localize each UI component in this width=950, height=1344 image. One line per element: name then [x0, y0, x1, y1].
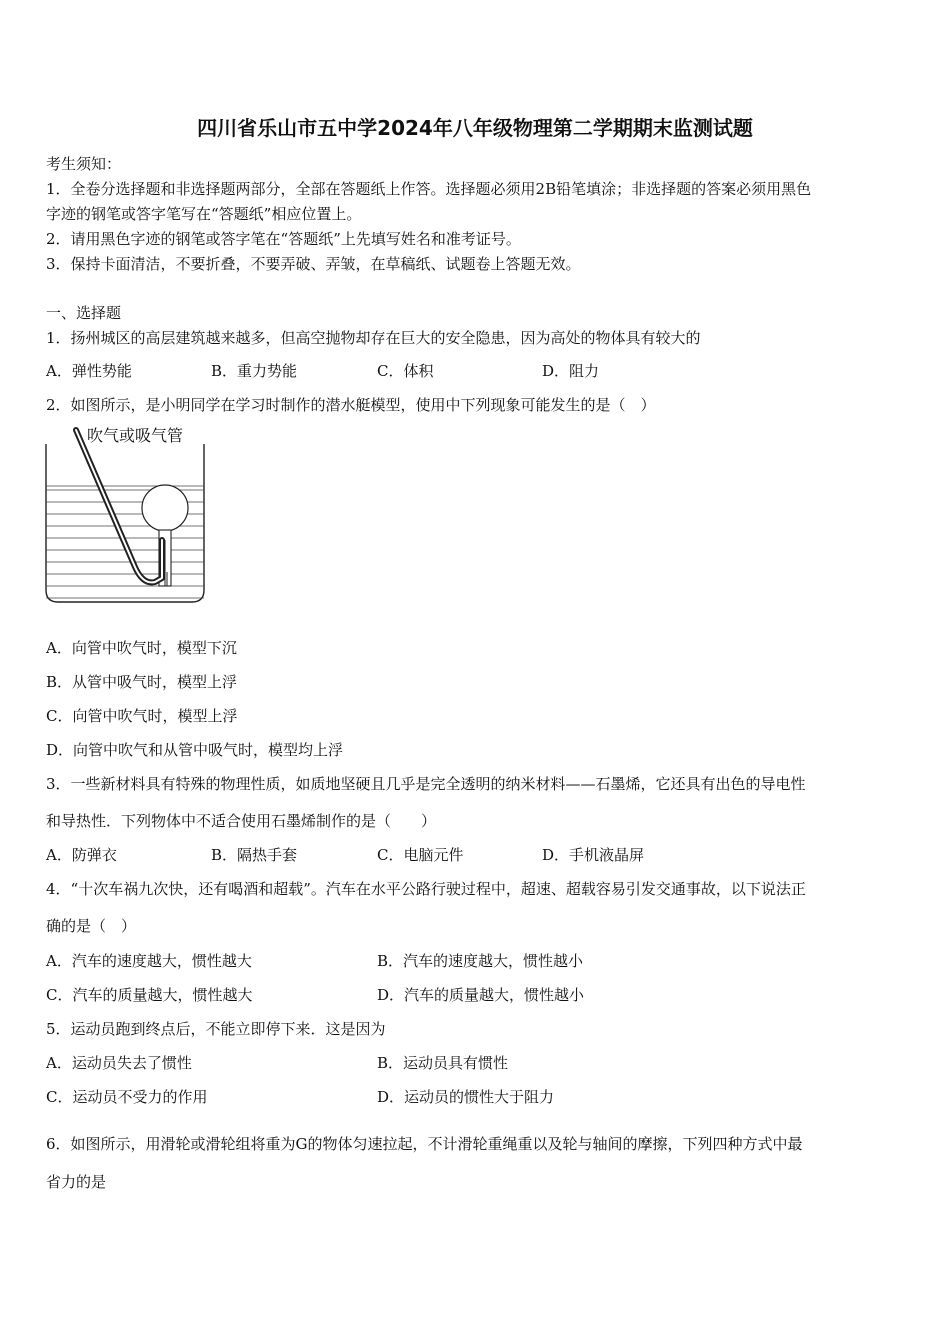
- q4-option-d: D．汽车的质量越大，惯性越小: [377, 986, 585, 1004]
- q5-option-b: B．运动员具有惯性: [377, 1054, 509, 1072]
- question-3-stem-line2: 和导热性．下列物体中不适合使用石墨烯制作的是（ ）: [46, 812, 437, 830]
- q3-option-d: D．手机液晶屏: [542, 846, 645, 864]
- q1-option-b: B．重力势能: [211, 362, 298, 380]
- q1-option-d: D．阻力: [542, 362, 600, 380]
- flask-bulb: [142, 485, 188, 531]
- q4-option-b: B．汽车的速度越大，惯性越小: [377, 952, 584, 970]
- question-5-stem: 5．运动员跑到终点后，不能立即停下来．这是因为: [46, 1020, 386, 1038]
- question-4-stem-line1: 4．“十次车祸九次快，还有喝酒和超载”。汽车在水平公路行驶过程中，超速、超载容易引发交通事故，以下说法正: [46, 880, 806, 898]
- q3-option-a: A．防弹衣: [46, 846, 117, 864]
- q5-option-c: C．运动员不受力的作用: [46, 1088, 208, 1106]
- q5-option-d: D．运动员的惯性大于阻力: [377, 1088, 555, 1106]
- q4-option-c: C．汽车的质量越大，惯性越大: [46, 986, 253, 1004]
- notice-item: 字迹的钢笔或答字笔写在“答题纸”相应位置上。: [46, 205, 362, 223]
- question-6-stem-line1: 6．如图所示，用滑轮或滑轮组将重为G的物体匀速拉起，不计滑轮重绳重以及轮与轴间的摩擦，下列四种方式中最: [46, 1135, 803, 1153]
- notice-heading: 考生须知：: [46, 155, 122, 173]
- q2-option-a: A．向管中吹气时，模型下沉: [46, 639, 237, 657]
- page-title: 四川省乐山市五中学2024年八年级物理第二学期期末监测试题: [197, 116, 753, 140]
- q2-option-d: D．向管中吹气和从管中吸气时，模型均上浮: [46, 741, 344, 759]
- notice-item: 2．请用黑色字迹的钢笔或答字笔在“答题纸”上先填写姓名和准考证号。: [46, 230, 521, 248]
- question-2-stem: 2．如图所示，是小明同学在学习时制作的潜水艇模型，使用中下列现象可能发生的是（ ）: [46, 396, 656, 414]
- figure-label: 吹气或吸气管: [87, 426, 184, 445]
- q1-option-c: C．体积: [377, 362, 434, 380]
- notice-item: 1．全卷分选择题和非选择题两部分，全部在答题纸上作答。选择题必须用2B铅笔填涂；非选择题的答案必须用黑色: [46, 180, 812, 198]
- q3-option-b: B．隔热手套: [211, 846, 298, 864]
- q3-option-c: C．电脑元件: [377, 846, 464, 864]
- q2-option-c: C．向管中吹气时，模型上浮: [46, 707, 238, 725]
- question-4-stem-line2: 确的是（ ）: [46, 917, 137, 935]
- question-3-stem-line1: 3．一些新材料具有特殊的物理性质，如质地坚硬且几乎是完全透明的纳米材料——石墨烯，它还具有出色的导电性: [46, 775, 806, 793]
- q5-option-a: A．运动员失去了惯性: [46, 1054, 192, 1072]
- question-1-stem: 1．扬州城区的高层建筑越来越多，但高空抛物却存在巨大的安全隐患，因为高处的物体具有较大的: [46, 329, 701, 347]
- q1-option-a: A．弹性势能: [46, 362, 132, 380]
- section-heading: 一、选择题: [46, 304, 122, 322]
- q2-option-b: B．从管中吸气时，模型上浮: [46, 673, 238, 691]
- question-6-stem-line2: 省力的是: [46, 1173, 107, 1191]
- q4-option-a: A．汽车的速度越大，惯性越大: [46, 952, 252, 970]
- notice-item: 3．保持卡面清洁，不要折叠，不要弄破、弄皱，在草稿纸、试题卷上答题无效。: [46, 255, 581, 273]
- submarine-model-figure: [40, 422, 210, 612]
